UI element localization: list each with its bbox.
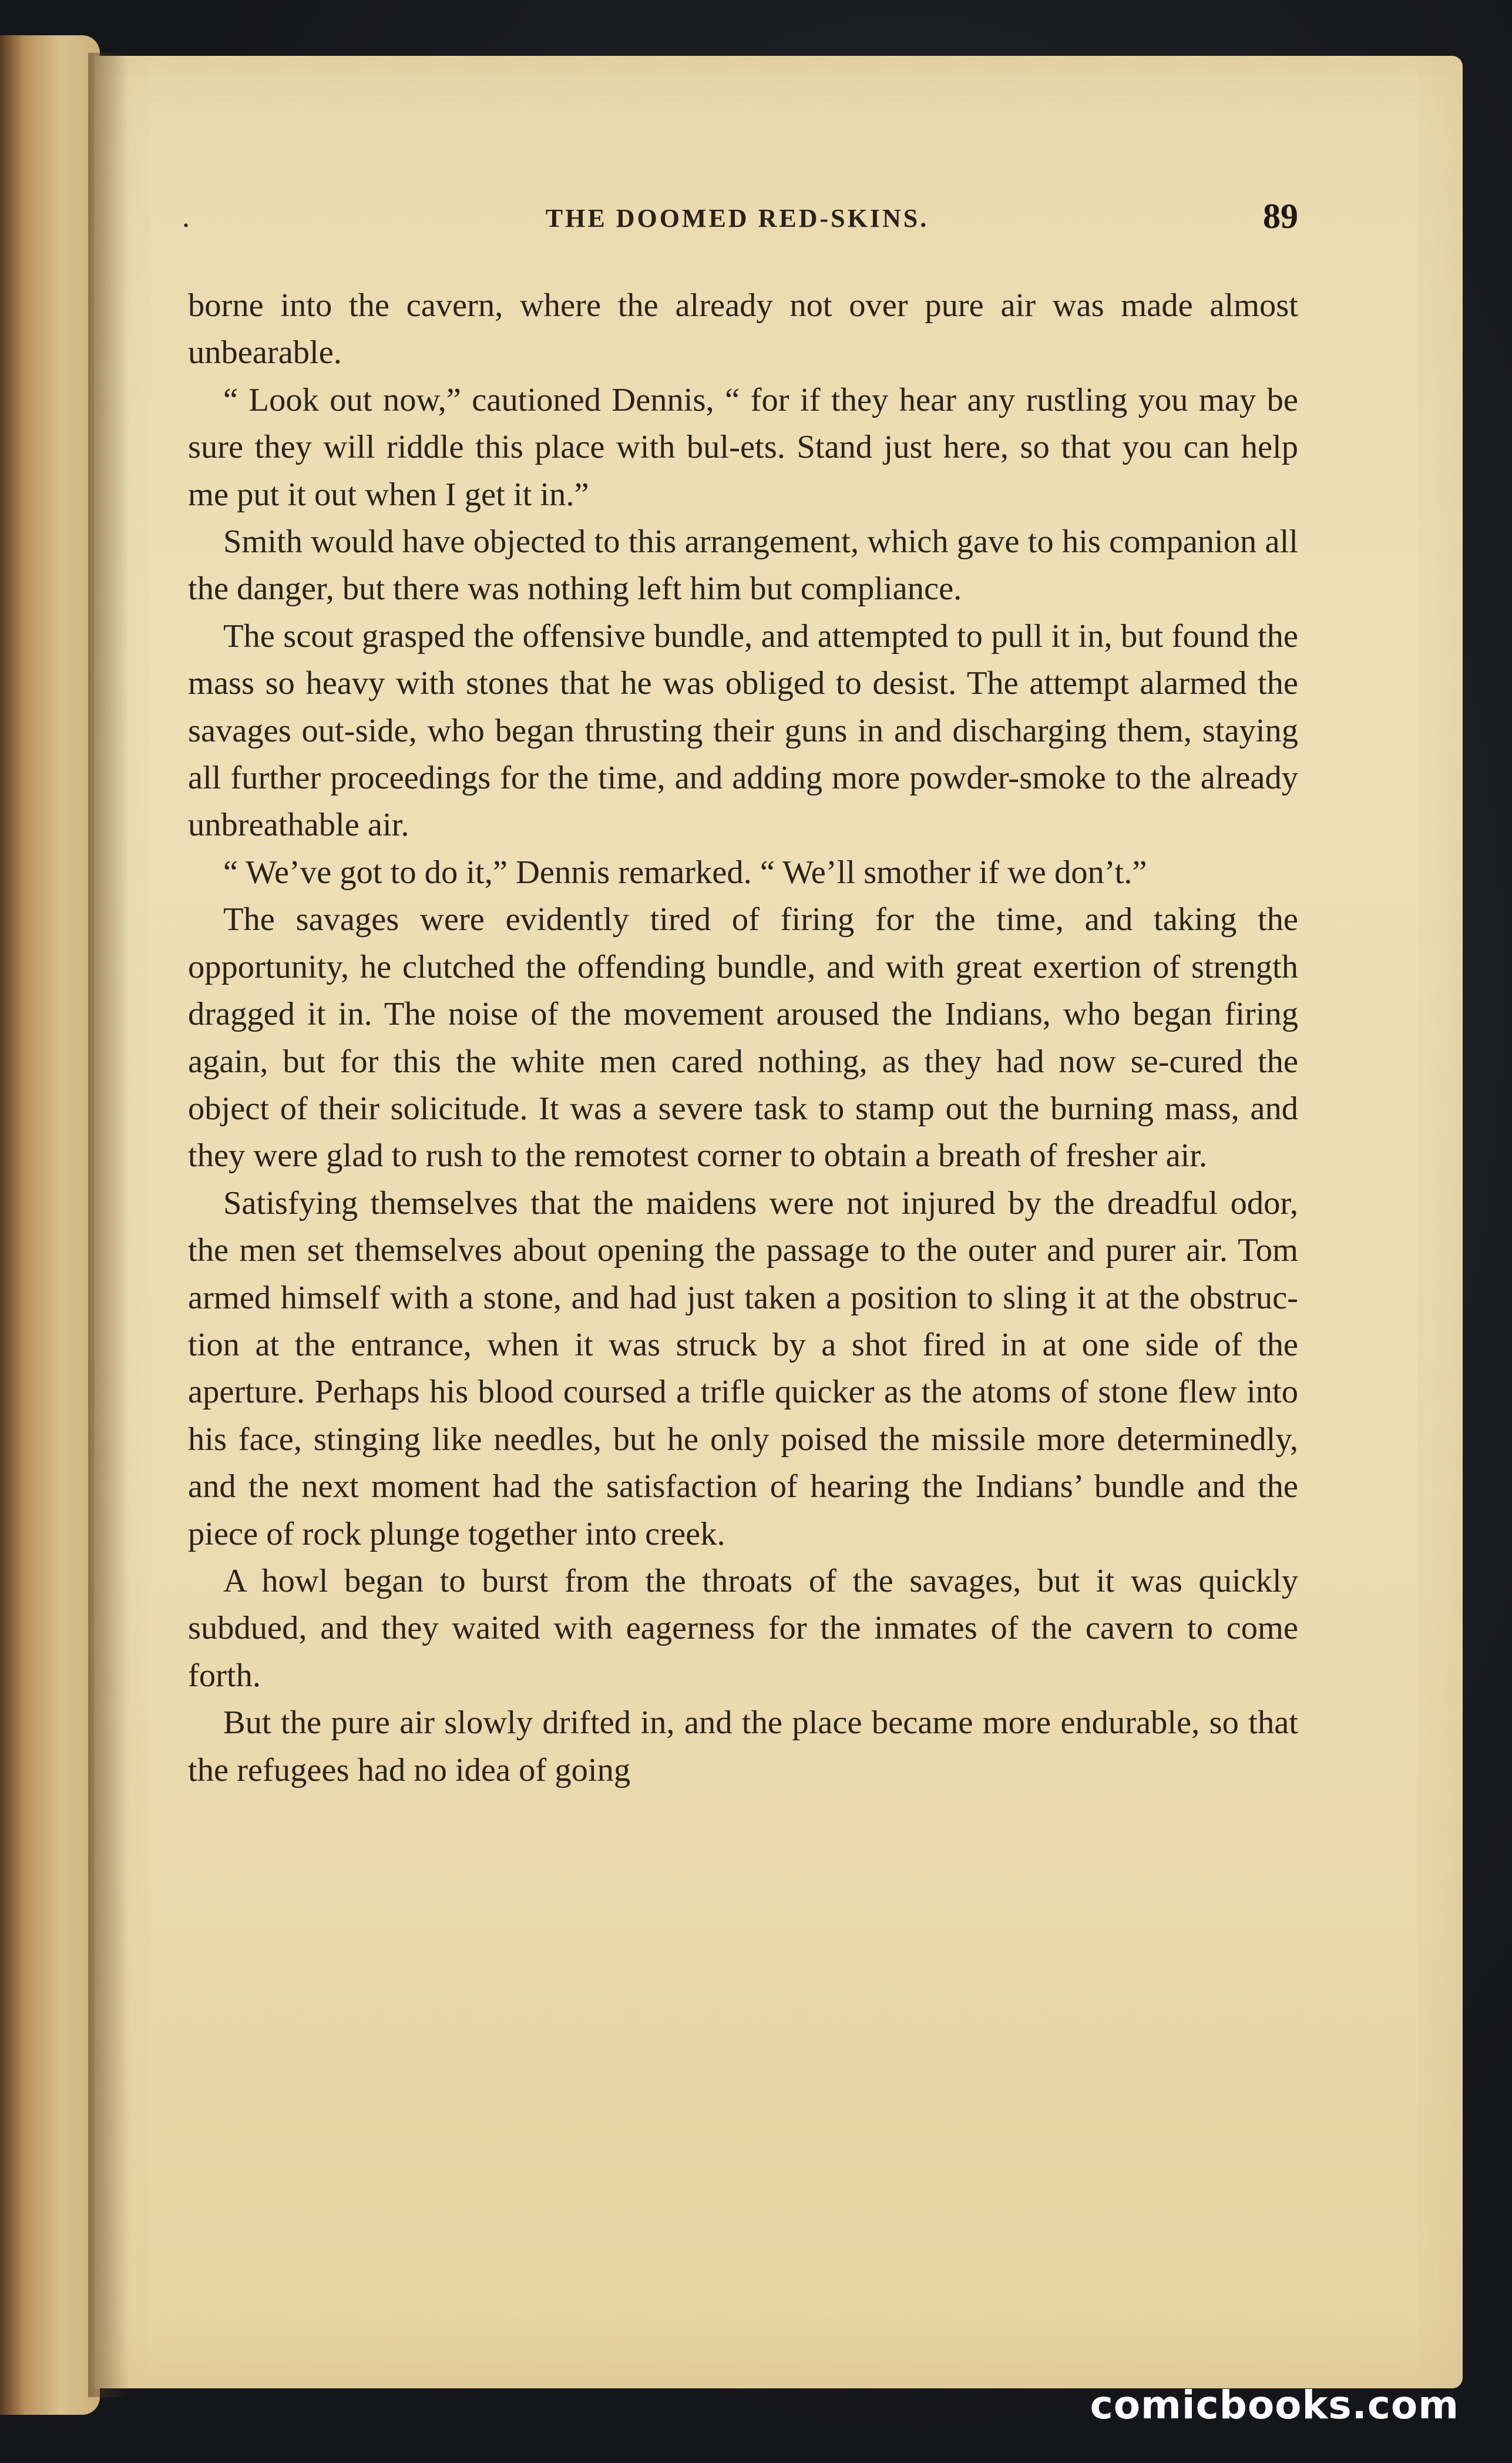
paragraph: Satisfying themselves that the maidens were not injured by the dreadful odor, the men set themselves about opening the passage to the outer and purer air. Tom armed himself with a stone, and had just taken a position to sling it at the obstruc-tion at the entrance, when it was struck by a shot fired in at one side of the aperture. Perhaps his blood coursed a trifle quicker as the atoms of stone flew into his face, stinging like needles, but he only poised the missile more determinedly, and the next moment had the satisfaction of hearing the Indians’ bundle and the piece of rock plunge together into creek. — [188, 1184, 1298, 1552]
paragraph: “ Look out now,” cautioned Dennis, “ for if they hear any rustling you may be sure they will riddle this place with bul-ets. Stand just here, so that you can help me put it out when I get it in.” — [188, 381, 1298, 513]
running-head: THE DOOMED RED-SKINS. — [545, 204, 929, 233]
page-header — [176, 197, 1298, 247]
paragraph: But the pure air slowly drifted in, and the place became more endurable, so that the refugees had no idea of going — [188, 1704, 1298, 1788]
page-number: 89 — [1263, 197, 1298, 236]
paragraph: A howl began to burst from the throats of the savages, but it was quickly subdued, and they waited with eagerness for the inmates of the cavern to come forth. — [188, 1562, 1298, 1694]
paragraph: The savages were evidently tired of firing for the time, and taking the opportunity, he clutched the offending bundle, and with great exertion of strength dragged it in. The noise of the movement aroused the Indians, who began firing again, but for this the white men cared nothing, as they had now se-cured the object of their solicitude. It was a severe task to stamp out the burning mass, and they were glad to rush to the remotest corner to obtain a breath of fresher air. — [188, 901, 1298, 1175]
spine-shadow — [88, 53, 129, 2397]
body-text — [188, 282, 1298, 1794]
paragraph: “ We’ve got to do it,” Dennis remarked. “ We’ll smother if we don’t.” — [223, 854, 1147, 891]
header-dot: . — [182, 200, 190, 234]
previous-page-edge — [0, 35, 100, 2415]
watermark: comicbooks.com — [1090, 2383, 1459, 2428]
paragraph: The scout grasped the offensive bundle, and attempted to pull it in, but found the mass so heavy with stones that he was obliged to desist. The attempt alarmed the savages out-side, who began thrusting their guns in and discharging them, staying all further proceedings for the time, and adding more powder-smoke to the already unbreathable air. — [188, 618, 1298, 844]
paragraph: Smith would have objected to this arrangement, which gave to his companion all the danger, but there was nothing left him but compliance. — [188, 524, 1298, 608]
paragraph: borne into the cavern, where the already not over pure air was made almost unbearable. — [188, 287, 1298, 371]
